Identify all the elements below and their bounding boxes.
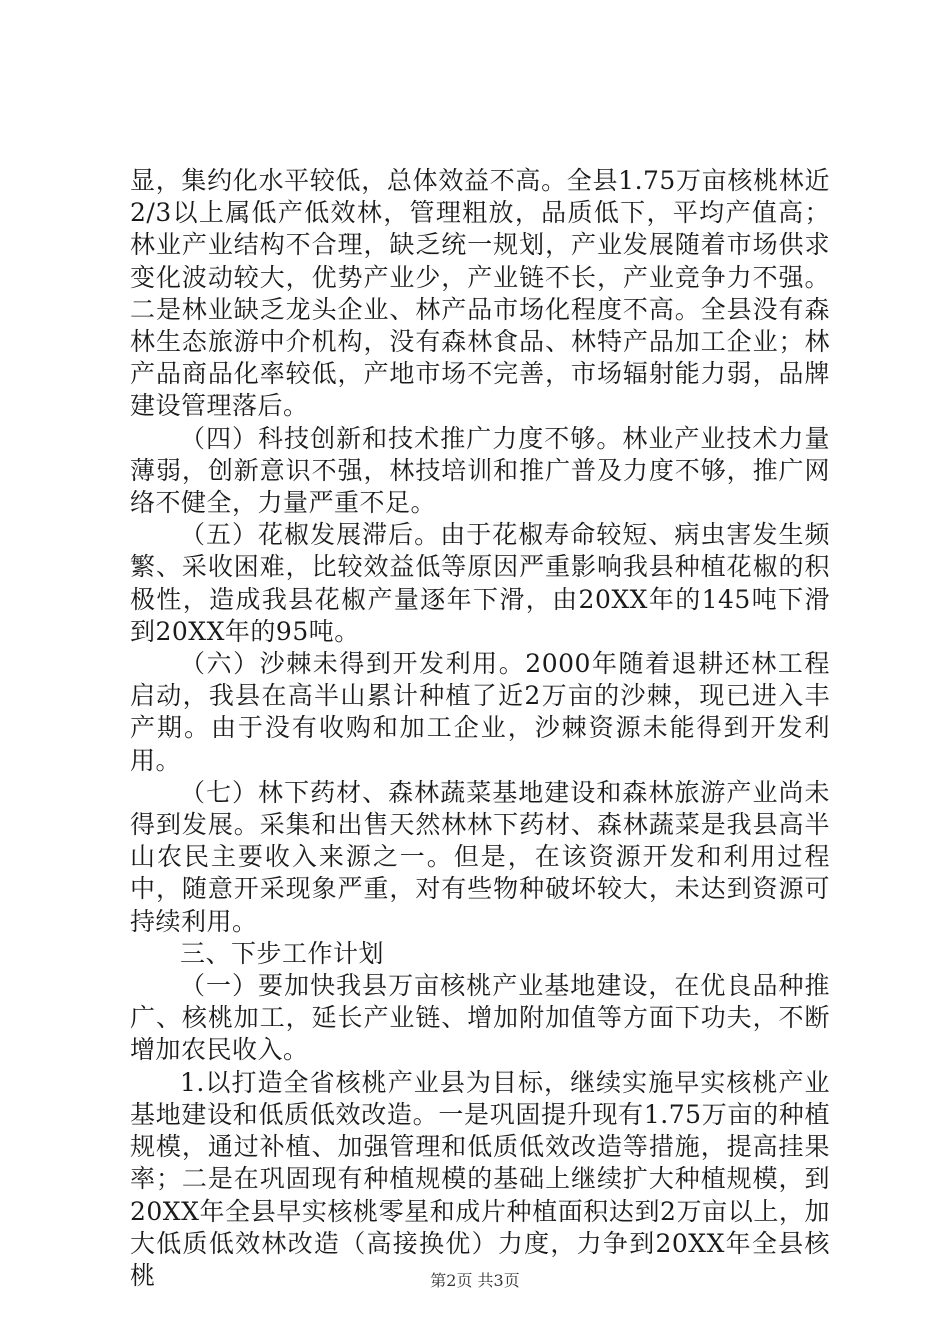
paragraph-section-4: （四）科技创新和技术推广力度不够。林业产业技术力量薄弱，创新意识不强，林技培训和推广普及力度不够，推广网络不健全，力量严重不足。 (130, 423, 830, 518)
paragraph-section-7: （七）林下药材、森林蔬菜基地建设和森林旅游产业尚未得到发展。采集和出售天然林林下药材、森林蔬菜是我县高半山农民主要收入来源之一。但是，在该资源开发和利用过程中，随意开采现象严重，对有些物种破坏较大，未达到资源可持续利用。 (130, 777, 830, 936)
page-footer: 第2页 共3页 (430, 1271, 520, 1290)
paragraph-section-5: （五）花椒发展滞后。由于花椒寿命较短、病虫害发生频繁、采收困难，比较效益低等原因严重影响我县种植花椒的积极性，造成我县花椒产量逐年下滑，由20XX年的145吨下滑到20XX年的95吨。 (130, 520, 830, 646)
paragraph-section-6: （六）沙棘未得到开发利用。2000年随着退耕还林工程启动，我县在高半山累计种植了近2万亩的沙棘，现已进入丰产期。由于没有收购和加工企业，沙棘资源未能得到开发利用。 (130, 649, 830, 775)
paragraph-plan-1: （一）要加快我县万亩核桃产业基地建设，在优良品种推广、核桃加工，延长产业链、增加附加值等方面下功夫，不断增加农民收入。 (130, 971, 830, 1065)
paragraph-continuation: 显，集约化水平较低，总体效益不高。全县1.75万亩核桃林近2/3以上属低产低效林，管理粗放，品质低下，平均产值高；林业产业结构不合理，缺乏统一规划，产业发展随着市场供求变化波动较大，优势产业少，产业链不长，产业竞争力不强。二是林业缺乏龙头企业、林产品市场化程度不高。全县没有森林生态旅游中介机构，没有森林食品、林特产品加工企业；林产品商品化率较低，产地市场不完善，市场辐射能力弱，品牌建设管理落后。 (130, 166, 830, 421)
document-body (130, 165, 830, 1292)
paragraph-plan-1-item-1: 1.以打造全省核桃产业县为目标，继续实施早实核桃产业基地建设和低质低效改造。一是巩固提升现有1.75万亩的种植规模，通过补植、加强管理和低质低效改造等措施，提高挂果率；二是在巩固现有种植规模的基础上继续扩大种植规模，到20XX年全县早实核桃零星和成片种植面积达到2万亩以上，加大低质低效林改造（高接换优）力度，力争到20XX年全县核桃 (130, 1067, 830, 1290)
section-heading-next-steps: 三、下步工作计划 (180, 938, 385, 968)
